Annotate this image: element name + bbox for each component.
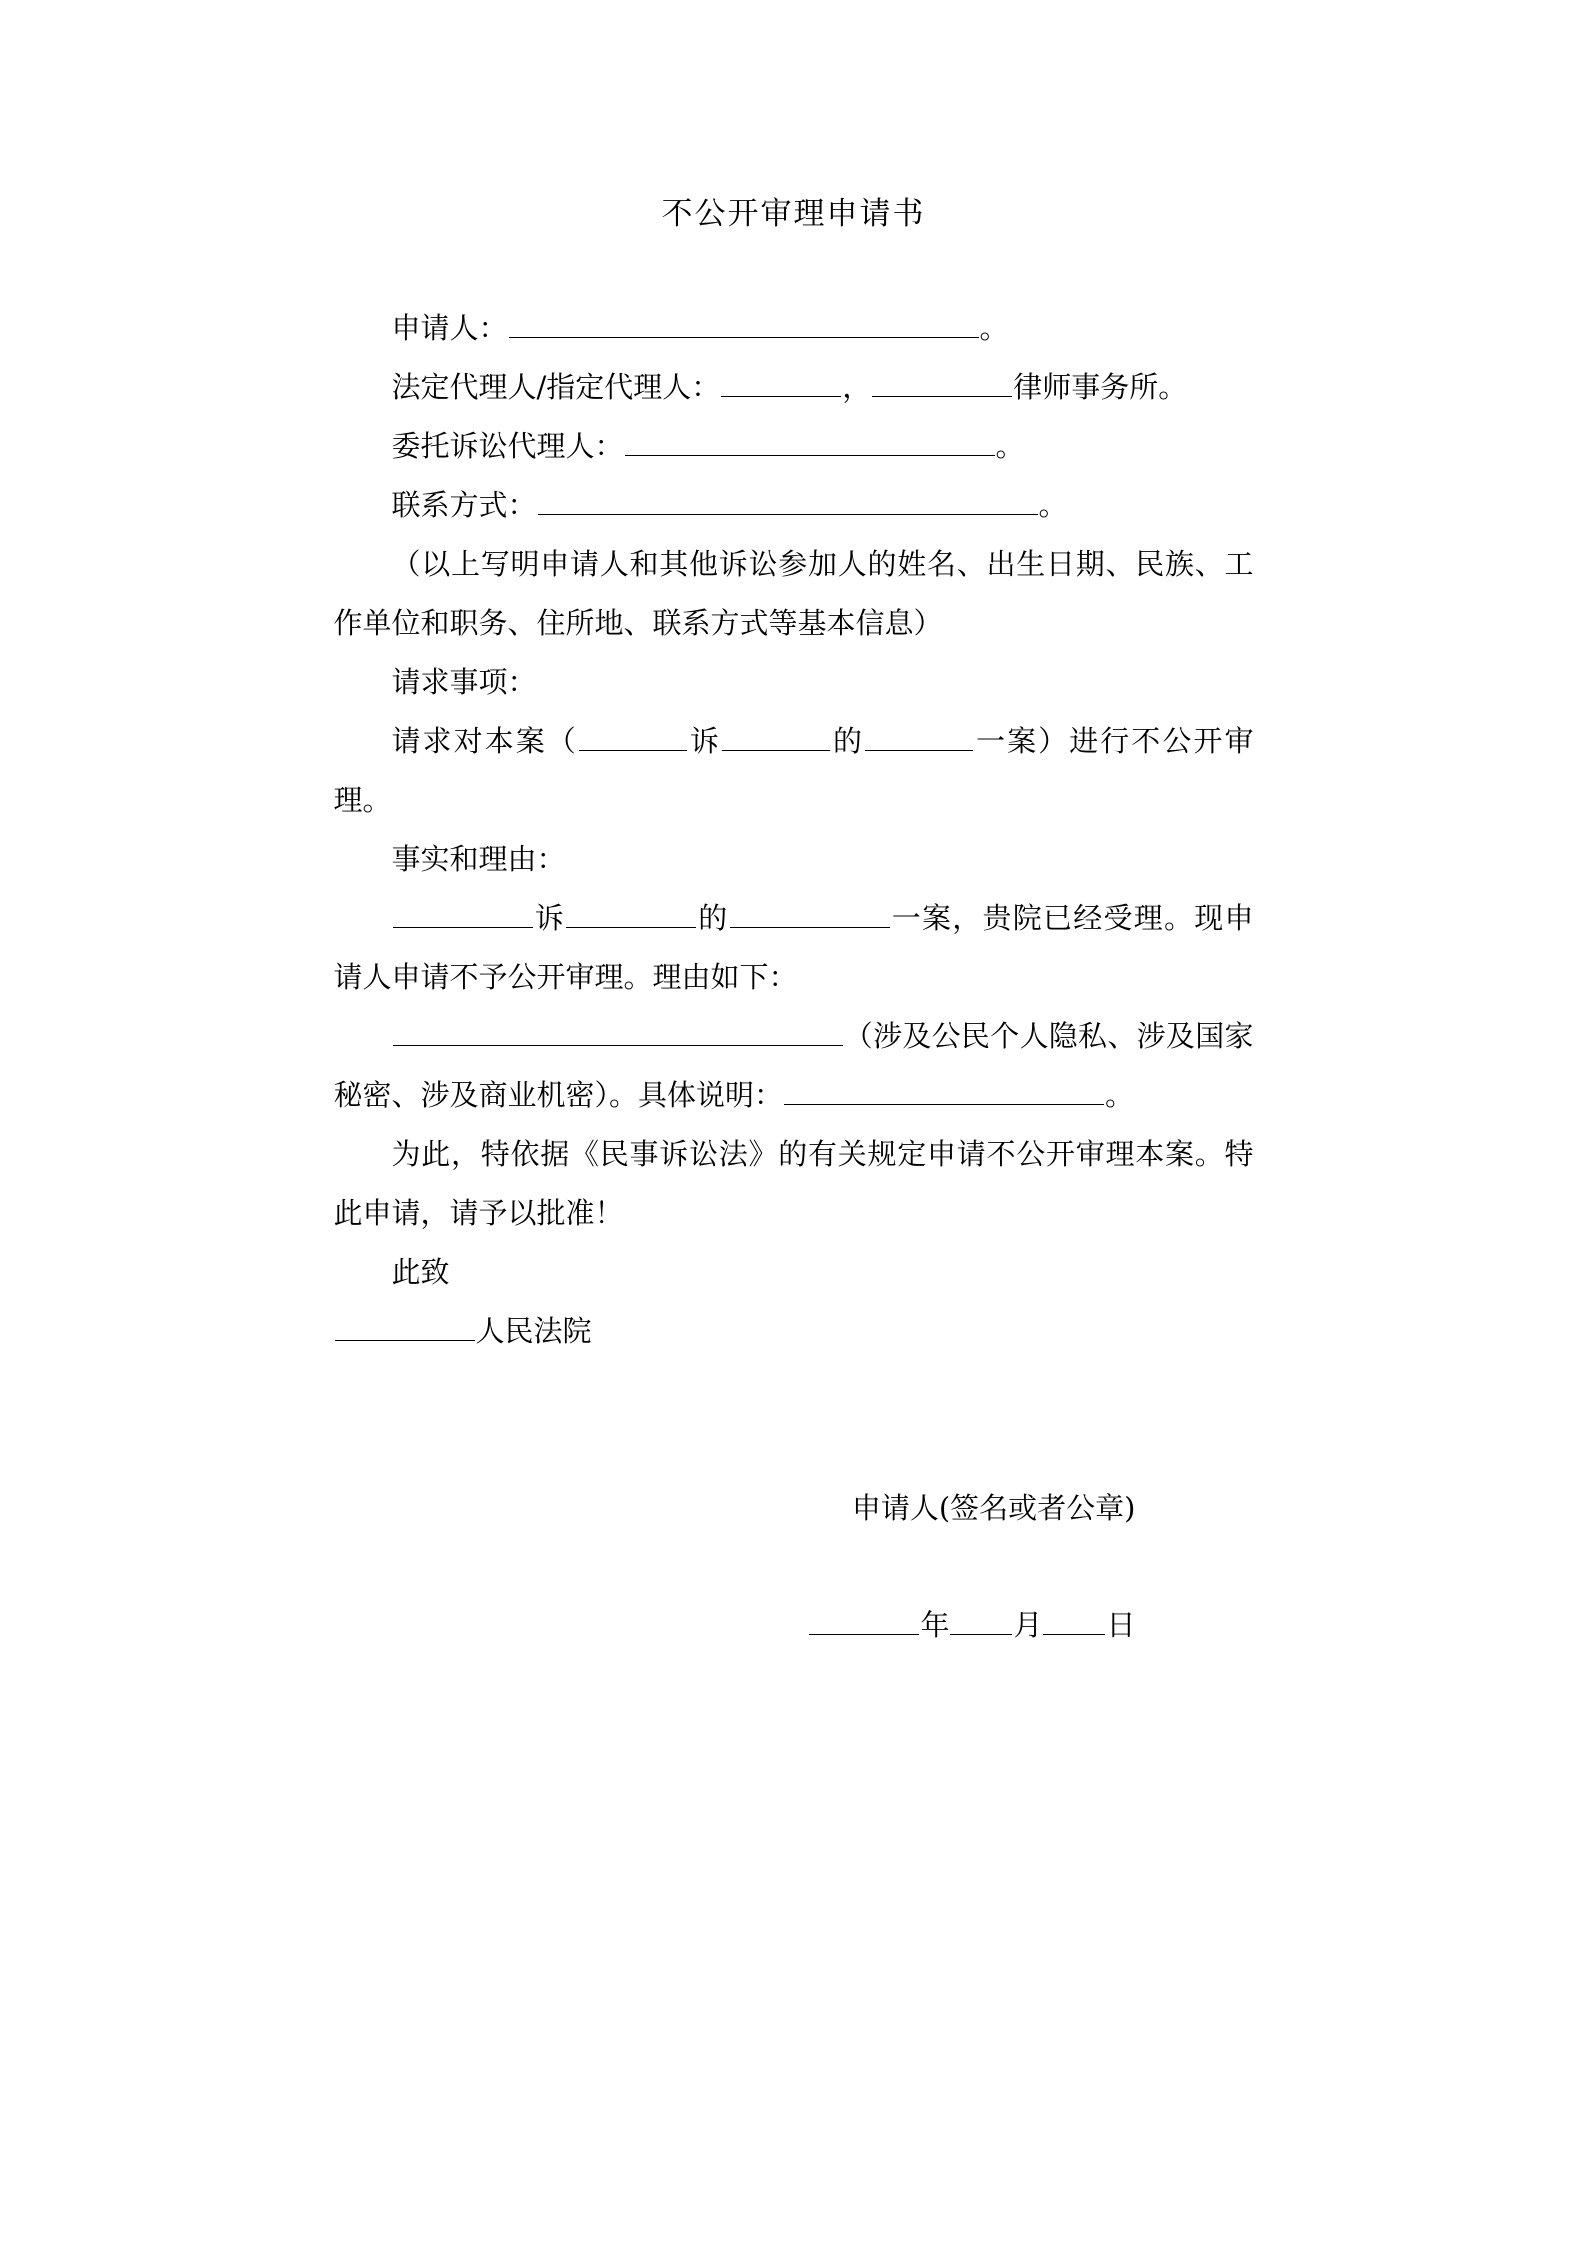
applicant-signature-label: 申请人(签名或者公章) bbox=[851, 1491, 1136, 1526]
request-text-2: 诉 bbox=[687, 724, 721, 759]
closing-salutation: 此致 bbox=[391, 1255, 450, 1290]
law-firm-label: 律师事务所。 bbox=[1013, 370, 1188, 405]
facts-line-2 bbox=[334, 1007, 1254, 1125]
request-plaintiff-blank[interactable] bbox=[579, 724, 687, 751]
court-suffix-label: 人民法院 bbox=[475, 1314, 592, 1349]
legal-representative-label: 法定代理人/指定代理人： bbox=[391, 370, 721, 405]
applicant-label: 申请人： bbox=[391, 311, 508, 346]
applicant-line bbox=[334, 299, 1254, 358]
applicant-blank[interactable] bbox=[509, 311, 979, 338]
signature-block bbox=[239, 1479, 1349, 1655]
request-text-3: 的 bbox=[830, 724, 865, 759]
legal-representative-blank[interactable] bbox=[721, 370, 841, 397]
facts-cause-blank[interactable] bbox=[730, 901, 890, 928]
date-spacer bbox=[334, 1538, 1254, 1596]
facts-period: 。 bbox=[1105, 1078, 1135, 1113]
parties-note: （以上写明申请人和其他诉讼参加人的姓名、出生日期、民族、工作单位和职务、住所地、联系方式等基本信息） bbox=[333, 547, 1254, 641]
contact-label: 联系方式： bbox=[391, 488, 537, 523]
date-line bbox=[334, 1596, 1254, 1655]
date-month-blank[interactable] bbox=[950, 1608, 1012, 1635]
court-line bbox=[334, 1302, 1254, 1361]
facts-plaintiff-blank[interactable] bbox=[393, 901, 533, 928]
court-name-blank[interactable] bbox=[335, 1314, 475, 1341]
date-year-blank[interactable] bbox=[809, 1608, 919, 1635]
facts-text-3: 一案，贵院已经受理。现申请人申请不予公开审理。理由如下： bbox=[333, 901, 1254, 995]
request-text-4: 一案）进行不公开审理。 bbox=[333, 724, 1254, 818]
facts-heading: 事实和理由： bbox=[391, 842, 566, 877]
request-defendant-blank[interactable] bbox=[722, 724, 830, 751]
date-month-label: 月 bbox=[1013, 1608, 1043, 1643]
date-year-label: 年 bbox=[920, 1608, 950, 1643]
conclusion-paragraph: 为此，特依据《民事诉讼法》的有关规定申请不公开审理本案。特此申请，请予以批准！ bbox=[333, 1137, 1254, 1231]
law-firm-blank[interactable] bbox=[872, 370, 1012, 397]
facts-defendant-blank[interactable] bbox=[566, 901, 696, 928]
entrusted-agent-blank[interactable] bbox=[625, 429, 995, 456]
entrusted-agent-line bbox=[334, 417, 1254, 476]
facts-reason-blank[interactable] bbox=[393, 1019, 843, 1046]
legal-representative-comma: ， bbox=[842, 370, 872, 405]
signature-spacer bbox=[0, 1361, 1587, 1479]
contact-period: 。 bbox=[1038, 488, 1068, 523]
request-text-1: 请求对本案（ bbox=[391, 724, 578, 759]
applicant-period: 。 bbox=[979, 311, 1009, 346]
legal-representative-line bbox=[334, 358, 1254, 417]
contact-line bbox=[334, 476, 1254, 535]
facts-detail-blank[interactable] bbox=[784, 1078, 1104, 1105]
facts-line-1 bbox=[334, 889, 1254, 1007]
date-day-label: 日 bbox=[1106, 1608, 1136, 1643]
entrusted-agent-period: 。 bbox=[995, 429, 1025, 464]
document-body bbox=[239, 299, 1349, 1361]
request-cause-blank[interactable] bbox=[865, 724, 973, 751]
entrusted-agent-label: 委托诉讼代理人： bbox=[391, 429, 624, 464]
facts-text-4: （涉及公民个人隐私、涉及国家秘密、涉及商业机密）。具体说明： bbox=[333, 1019, 1254, 1113]
request-line bbox=[334, 712, 1254, 830]
page-title: 不公开审理申请书 bbox=[661, 196, 926, 232]
contact-blank[interactable] bbox=[538, 488, 1038, 515]
date-day-blank[interactable] bbox=[1043, 1608, 1105, 1635]
facts-text-2: 的 bbox=[697, 901, 729, 936]
facts-text-1: 诉 bbox=[533, 901, 565, 936]
request-heading: 请求事项： bbox=[391, 665, 537, 700]
